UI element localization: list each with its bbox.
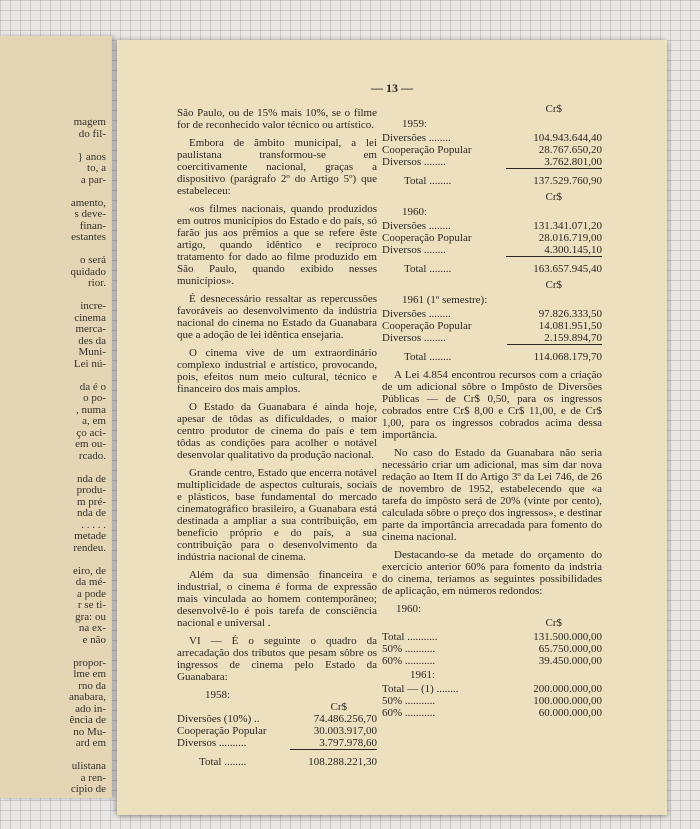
row-value: 65.750.000,00 xyxy=(538,643,602,655)
text-fragment: finan- xyxy=(79,219,106,232)
paragraph: Embora de âmbito municipal, a lei paulistana transformou-se em coercitivamente nacional, graças a dispositivo (parágrafo 2º do Artigo 5º) que estabeleceu: xyxy=(177,137,377,197)
row-value: 200.000.000,00 xyxy=(533,683,602,695)
total-label: Total ........ xyxy=(199,755,247,768)
table-total-row xyxy=(382,345,602,364)
text-fragment: eiro, de xyxy=(73,564,106,577)
text-fragment: cípio de xyxy=(70,783,106,795)
text-fragment: Muni- xyxy=(78,346,106,358)
row-value: 30.003.917,00 xyxy=(313,725,377,737)
row-value: 60.000.000,00 xyxy=(538,707,602,719)
row-label: Cooperação Popular xyxy=(382,320,472,332)
table-total-row xyxy=(382,257,602,276)
currency-label: Cr$ xyxy=(545,617,562,629)
row-value: 28.016.719,00 xyxy=(538,232,602,244)
row-label: Diversos .......... xyxy=(177,737,247,750)
row-label: 60% ........... xyxy=(382,655,436,667)
left-page-fragment xyxy=(0,36,112,798)
table-row xyxy=(177,725,377,737)
text-fragment: e não xyxy=(82,633,106,646)
row-label: 60% ........... xyxy=(382,707,436,719)
table-row xyxy=(382,144,602,156)
table-row xyxy=(382,332,602,345)
row-value: 3.762.801,00 xyxy=(544,156,602,168)
total-label: Total ........ xyxy=(404,174,452,187)
text-fragment: nda de xyxy=(76,472,106,485)
row-label: Diversos ........ xyxy=(382,332,446,345)
row-value: 39.450.000,00 xyxy=(538,655,602,667)
text-fragment: o po- xyxy=(83,392,106,404)
table-row xyxy=(382,707,602,719)
row-value: 131.500.000,00 xyxy=(533,631,602,643)
text-fragment: m pré- xyxy=(76,495,106,508)
document-page xyxy=(117,40,667,815)
currency-label: Cr$ xyxy=(545,191,562,203)
table-row xyxy=(382,132,602,144)
table-row xyxy=(382,631,602,643)
year-label: 1960: xyxy=(396,603,422,615)
row-value: 104.943.644,40 xyxy=(533,132,602,144)
year-label: 1959: xyxy=(402,118,428,130)
text-fragment: } anos xyxy=(77,150,106,163)
row-value: 97.826.333,50 xyxy=(538,308,602,320)
text-fragment: a ren- xyxy=(80,771,106,784)
table-row xyxy=(382,683,602,695)
row-value: 2.159.894,70 xyxy=(544,332,602,344)
table-total-row xyxy=(382,169,602,188)
currency-label: Cr$ xyxy=(545,279,562,291)
row-label: 50% ........... xyxy=(382,695,436,707)
text-fragment: propor- xyxy=(73,656,106,669)
table-row xyxy=(382,220,602,232)
text-fragment: na ex- xyxy=(78,622,106,634)
text-fragment: ência de xyxy=(69,714,106,726)
row-label: Total — (1) ........ xyxy=(382,683,459,695)
row-label: Cooperação Popular xyxy=(177,725,267,737)
paragraph: A Lei 4.854 encontrou recursos com a criação de um adicional sôbre o Impôsto de Diversões Públicas — de Cr$ 0,50, para os ingressos cobrados entre Cr$ 8,00 e Cr$ 11,00, e de Cr$ 1,00, para os ingressos cobrados acima dessa importância. xyxy=(382,369,602,441)
paragraph: VI — É o seguinte o quadro da arrecadação dos tributos que pesam sôbre os ingressos de cinema pelo Estado da Guanabara: xyxy=(177,635,377,683)
text-fragment: des da xyxy=(78,334,106,347)
row-value: 100.000.000,00 xyxy=(533,695,602,707)
table-row xyxy=(177,713,377,725)
text-fragment: Lei nú- xyxy=(73,357,106,370)
row-label: Total ........... xyxy=(382,631,438,643)
budget-table-1960 xyxy=(382,631,602,667)
text-fragment: rendeu. xyxy=(73,541,106,554)
left-column xyxy=(177,107,377,768)
text-fragment: gra: ou xyxy=(75,610,106,623)
paragraph: Destacando-se da metade do orçamento do exercício anterior 60% para fomento da indstria do cinema, teríamos as seguintes possibilidades de aplicação, em números redondos: xyxy=(382,549,602,597)
total-value: 114.068.179,70 xyxy=(507,345,602,364)
text-fragment: quidado xyxy=(70,265,106,278)
text-fragment: estantes xyxy=(71,231,106,243)
paragraph: O cinema vive de um extraordinário complexo industrial e artístico, provocando, pois, efeitos num meio cultural, técnico e financeiro dos mais amplos. xyxy=(177,347,377,395)
row-value: 4.300.145,10 xyxy=(544,244,602,256)
paragraph: Além da sua dimensão financeira e industrial, o cinema é forma de expressão mais vinculada ao homem contemporâneo; desenvolvê-lo é pois tarefa de consciência nacional e universal . xyxy=(177,569,377,629)
row-value: 131.341.071,20 xyxy=(533,220,602,232)
row-value: 3.797.978,60 xyxy=(319,737,377,749)
text-fragment: amento, xyxy=(70,196,106,209)
paragraph: São Paulo, ou de 15% mais 10%, se o filme for de reconhecido valor técnico ou artístico. xyxy=(177,107,377,131)
row-label: Diversos ........ xyxy=(382,244,446,257)
table-row xyxy=(382,156,602,169)
text-fragment: lme em xyxy=(73,668,106,680)
total-value: 108.288.221,30 xyxy=(290,750,377,769)
row-label: 50% ........... xyxy=(382,643,436,655)
table-total-row xyxy=(177,750,377,769)
text-fragment: rcado. xyxy=(78,449,106,462)
total-label: Total ........ xyxy=(404,262,452,275)
text-fragment: a, em xyxy=(82,415,106,427)
text-fragment: s deve- xyxy=(74,208,106,220)
text-fragment: a pode xyxy=(76,587,106,600)
text-fragment: ço aci- xyxy=(76,426,106,439)
text-fragment: cinema xyxy=(74,311,106,324)
currency-label: Cr$ xyxy=(330,701,347,713)
text-fragment: nda de xyxy=(76,507,106,519)
year-label: 1960: xyxy=(402,206,428,218)
paragraph: É desnecessário ressaltar as repercussões favoráveis ao desenvolvimento da indústria nacional do cinema no Estado da Guanabara que a adoção de lei idêntica ensejaria. xyxy=(177,293,377,341)
text-fragment: anabara, xyxy=(69,691,106,703)
year-label: 1958: xyxy=(205,689,231,701)
row-label: Cooperação Popular xyxy=(382,144,472,156)
text-fragment: da mé- xyxy=(75,576,106,588)
paragraph: O Estado da Guanabara é ainda hoje, apesar de tôdas as dificuldades, o maior centro produtor de cinema do país e tem tôdas as condições para acolher o notável desenvolar qualitativo da produção nacional. xyxy=(177,401,377,461)
paragraph: No caso do Estado da Guanabara não seria necessário criar um adicional, mas sim dar nova redação ao Item II do Artigo 3º da Lei 746, de 26 de novembro de 1952, estabelecendo que «a tarefa do impôsto será de 20% (vinte por cento), calculada sôbre o preço dos ingressos», e destinar parte da importância arrecadada para fomento do cinema nacional. xyxy=(382,447,602,543)
table-row xyxy=(382,655,602,667)
table-row xyxy=(382,232,602,244)
right-column xyxy=(382,103,602,719)
row-label: Diversões ........ xyxy=(382,220,451,232)
text-fragment: do fil- xyxy=(78,127,106,140)
page-number: — 13 — xyxy=(371,81,413,95)
table-row xyxy=(382,244,602,257)
text-fragment: ado in- xyxy=(75,702,106,715)
revenue-table-1958 xyxy=(177,713,377,768)
revenue-table xyxy=(382,132,602,187)
text-fragment: ulistana xyxy=(71,760,106,772)
row-value: 14.081.951,50 xyxy=(538,320,602,332)
text-fragment: merca- xyxy=(75,323,106,335)
year-label: 1961 (1º semestre): xyxy=(402,294,488,306)
table-row xyxy=(382,308,602,320)
revenue-tables xyxy=(382,118,602,363)
text-fragment: to, a xyxy=(87,162,106,174)
currency-label: Cr$ xyxy=(545,103,562,115)
paragraph: Grande centro, Estado que encerra notável multiplicidade de aspectos culturais, sociais e plásticos, base fundamental do mercado cinematográfico brasileiro, a Guanabara está destinada a ampliar a sua contribuição, em benefício próprio e do país, a sua contribuição para o desenvolvimento da indústria nacional de cinema. xyxy=(177,467,377,563)
text-fragment: em ou- xyxy=(75,438,106,450)
revenue-table xyxy=(382,308,602,363)
table-row xyxy=(382,320,602,332)
text-fragment: o será xyxy=(80,254,106,266)
row-value: 28.767.650,20 xyxy=(538,144,602,156)
table-row xyxy=(177,737,377,750)
text-fragment: r se ti- xyxy=(77,599,106,611)
text-fragment: metade xyxy=(74,530,106,542)
row-label: Diversos ........ xyxy=(382,156,446,169)
text-fragment: magem xyxy=(73,116,106,128)
text-fragment: . . . . . xyxy=(81,518,106,531)
table-row xyxy=(382,643,602,655)
row-label: Diversões ........ xyxy=(382,308,451,320)
text-fragment: produ- xyxy=(76,484,106,496)
budget-table-1961 xyxy=(382,683,602,719)
total-value: 163.657.945,40 xyxy=(506,257,602,276)
row-label: Cooperação Popular xyxy=(382,232,472,244)
year-label: 1961: xyxy=(410,669,436,681)
text-fragment: rno da xyxy=(78,679,106,692)
revenue-table xyxy=(382,220,602,275)
row-value: 74.486.256,70 xyxy=(313,713,377,725)
table-row xyxy=(382,695,602,707)
text-fragment: rior. xyxy=(87,277,106,289)
text-fragment: a par- xyxy=(80,173,106,186)
text-fragment: da é o xyxy=(79,380,106,393)
quote-paragraph: «os filmes nacionais, quando produzidos em outros municípios do Estado e do país, só farão jus aos prêmios a que se refere êste artigo, quando idêntico e recíproco tratamento for dado ao filme produzido em São Paulo, quando exibido nesses municípios». xyxy=(177,203,377,287)
total-value: 137.529.760,90 xyxy=(506,169,602,188)
text-fragment: , numa xyxy=(76,403,106,416)
row-label: Diversões ........ xyxy=(382,132,451,144)
text-fragment: incre- xyxy=(80,300,106,312)
text-fragment: no Mu- xyxy=(73,725,106,738)
total-label: Total ........ xyxy=(404,350,452,363)
row-label: Diversões (10%) .. xyxy=(177,713,260,725)
text-fragment: ard em xyxy=(75,737,106,749)
